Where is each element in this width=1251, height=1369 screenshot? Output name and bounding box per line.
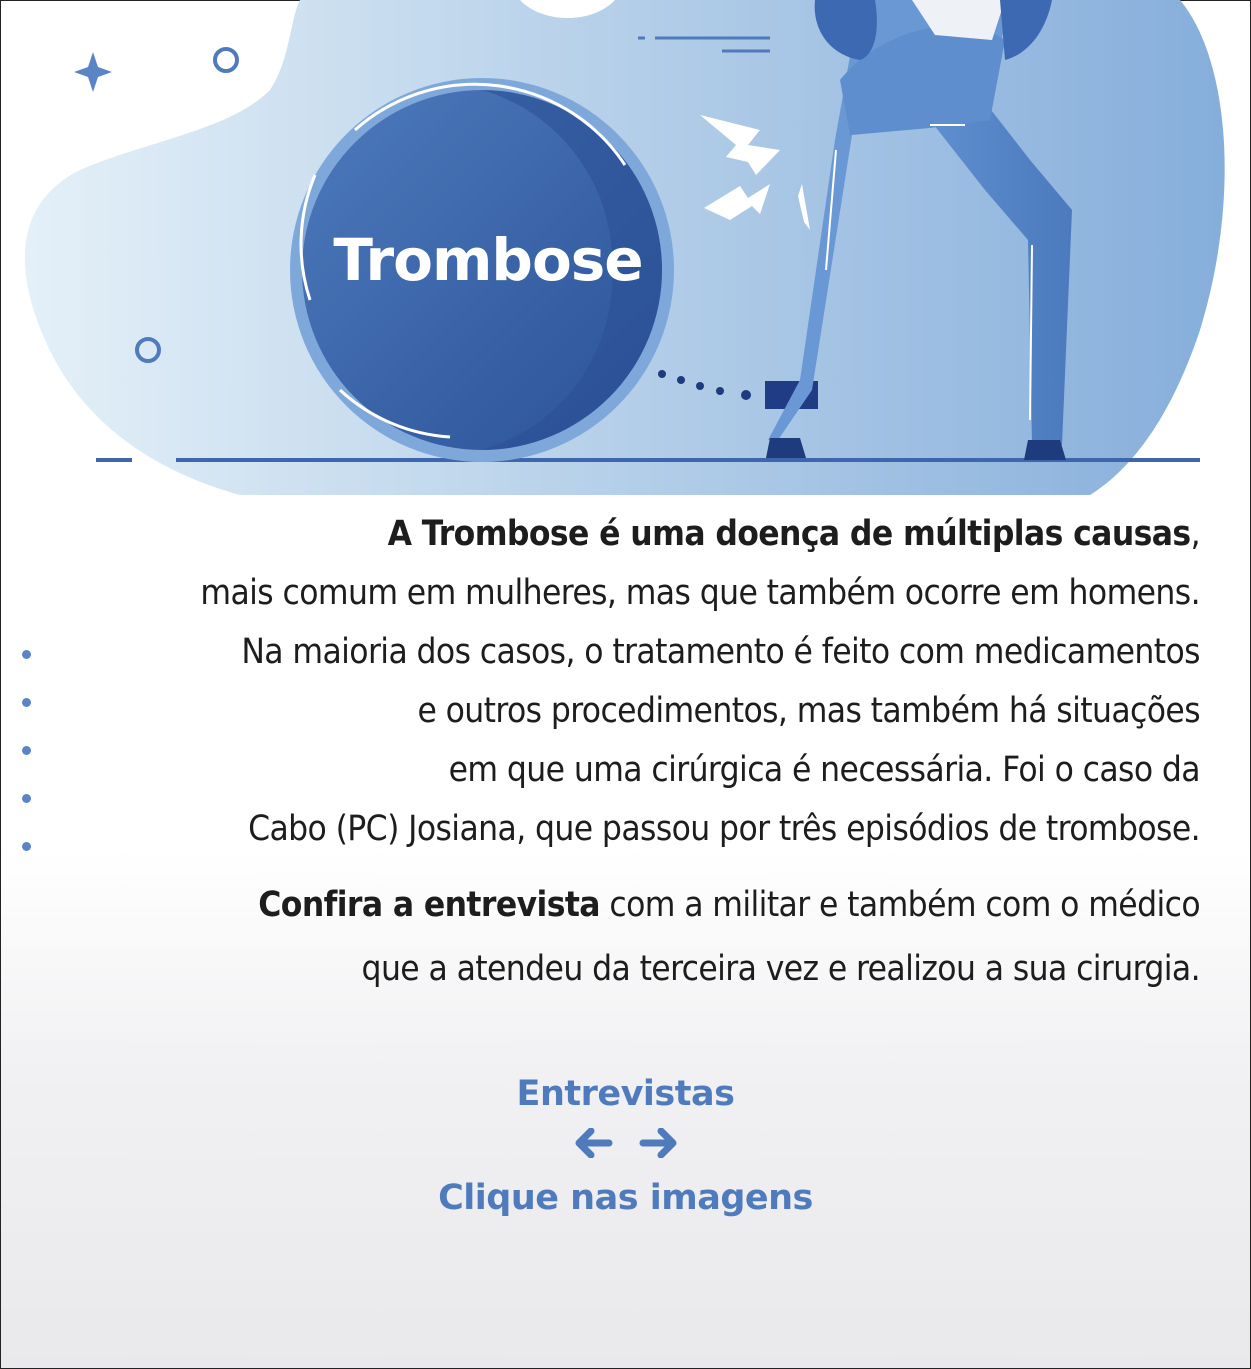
text-line: em que uma cirúrgica é necessária. Foi o caso da <box>448 750 1200 790</box>
lead-tail: , <box>1190 514 1200 554</box>
nav-hint: Clique nas imagens <box>438 1178 813 1218</box>
dot-icon <box>22 794 31 803</box>
sparkle-icon <box>74 52 112 92</box>
dot-icon <box>22 746 31 755</box>
text-line: Na maioria dos casos, o tratamento é feito com medicamentos <box>241 632 1200 672</box>
dot-icon <box>22 698 31 707</box>
text-line: mais comum em mulheres, mas que também ocorre em homens. <box>200 573 1200 613</box>
ring-icon <box>215 49 237 71</box>
cta-paragraph <box>60 873 1200 937</box>
dot-icon <box>22 650 31 659</box>
arrow-right-icon[interactable] <box>639 1128 677 1162</box>
article-body <box>60 505 1200 1001</box>
nav-title: Entrevistas <box>516 1074 735 1114</box>
cta-tail: com a militar e também com o médico <box>599 885 1200 925</box>
arrow-left-icon[interactable] <box>575 1128 613 1162</box>
hero-title: Trombose <box>333 226 643 294</box>
cta-line: que a atendeu da terceira vez e realizou a sua cirurgia. <box>361 949 1200 989</box>
text-line: Cabo (PC) Josiana, que passou por três episódios de trombose. <box>248 809 1200 849</box>
interviews-nav <box>0 1068 1251 1224</box>
text-line: e outros procedimentos, mas também há situações <box>417 691 1200 731</box>
lead-paragraph <box>60 505 1200 564</box>
dot-icon <box>22 842 31 851</box>
decorative-dots <box>22 650 34 890</box>
lead-bold: A Trombose é uma doença de múltiplas causas <box>387 514 1191 554</box>
nav-arrows <box>0 1120 1251 1170</box>
cta-bold: Confira a entrevista <box>258 885 600 925</box>
